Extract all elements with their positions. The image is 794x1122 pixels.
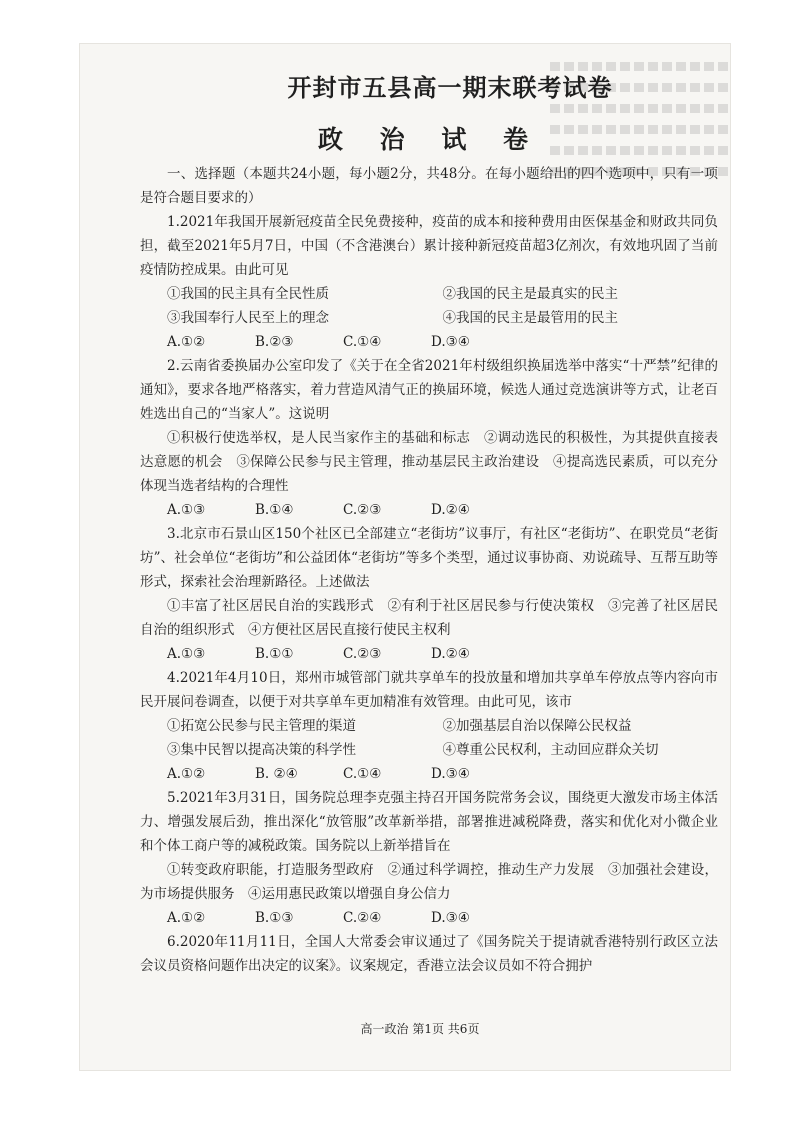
question-2-options: ①积极行使选举权，是人民当家作主的基础和标志 ②调动选民的积极性，为其提供直接表达意愿的机会 ③保障公民参与民主管理，推动基层民主政治建设 ④提高选民素质，可以充分体现当选者结构的合理性	[140, 430, 718, 494]
question-5-stem: 5.2021年3月31日，国务院总理李克强主持召开国务院常务会议，围绕更大激发市场主体活力、增强发展后劲，推出深化“放管服”改革新举措，部署推进减税降费，落实和优化对小微企业和个体工商户等的减税政策。国务院以上新举措旨在	[140, 790, 718, 854]
question-5-choices	[140, 906, 718, 930]
section-intro: 一、选择题（本题共24小题，每小题2分，共48分。在每小题给出的四个选项中，只有一项是符合题目要求的）	[140, 166, 718, 206]
question-1-options-row-2	[140, 306, 718, 330]
question-1-stem: 1.2021年我国开展新冠疫苗全民免费接种，疫苗的成本和接种费用由医保基金和财政共同负担，截至2021年5月7日，中国（不含港澳台）累计接种新冠疫苗超3亿剂次，有效地巩固了当前疫情防控成果。由此可见	[140, 214, 718, 278]
question-2-choice-d: D.②④	[431, 502, 470, 518]
question-1-choices	[140, 330, 718, 354]
question-4-choice-a: A.①②	[167, 766, 206, 782]
question-2-choice-a: A.①③	[167, 502, 206, 518]
question-5-choice-d: D.③④	[431, 910, 470, 926]
question-4-option-1: ①拓宽公民参与民主管理的渠道	[167, 718, 356, 734]
question-1-choice-d: D.③④	[431, 334, 470, 350]
question-4-option-4: ④尊重公民权利，主动回应群众关切	[442, 742, 659, 758]
question-1-option-4: ④我国的民主是最管用的民主	[442, 310, 618, 326]
question-4-options-row-1	[140, 714, 718, 738]
question-3-choice-d: D.②④	[431, 646, 470, 662]
question-5-choice-b: B.①③	[255, 910, 294, 926]
question-1-option-2: ②我国的民主是最真实的民主	[442, 286, 618, 302]
question-2-choice-c: C.②③	[343, 502, 382, 518]
question-5-options: ①转变政府职能，打造服务型政府 ②通过科学调控，推动生产力发展 ③加强社会建设，为市场提供服务 ④运用惠民政策以增强自身公信力	[140, 862, 718, 902]
question-3-choices	[140, 642, 718, 666]
question-1-option-1: ①我国的民主具有全民性质	[167, 286, 329, 302]
exam-page	[80, 44, 730, 1070]
question-3-choice-b: B.①①	[255, 646, 294, 662]
question-4-choice-b: B. ②④	[255, 766, 298, 782]
question-4-choices	[140, 762, 718, 786]
page-footer: 高一政治 第1页 共6页	[360, 1022, 480, 1036]
question-1-option-3: ③我国奉行人民至上的理念	[167, 310, 329, 326]
question-1-choice-b: B.②③	[255, 334, 294, 350]
question-3-choice-a: A.①③	[167, 646, 206, 662]
question-1-choice-c: C.①④	[343, 334, 382, 350]
question-4-options-row-2	[140, 738, 718, 762]
question-5-choice-a: A.①②	[167, 910, 206, 926]
question-4-choice-c: C.①④	[343, 766, 382, 782]
exam-body	[140, 162, 718, 978]
question-4-stem: 4.2021年4月10日，郑州市城管部门就共享单车的投放量和增加共享单车停放点等内容向市民开展问卷调查，以便于对共享单车更加精准有效管理。由此可见，该市	[140, 670, 718, 710]
question-6-stem: 6.2020年11月11日，全国人大常委会审议通过了《国务院关于提请就香港特别行政区立法会议员资格问题作出决定的议案》。议案规定，香港立法会议员如不符合拥护	[140, 934, 718, 974]
question-2-stem: 2.云南省委换届办公室印发了《关于在全省2021年村级组织换届选举中落实“十严禁”纪律的通知》，要求各地严格落实，着力营造风清气正的换届环境，候选人通过竞选演讲等方式，让老百姓选出自己的“当家人”。这说明	[140, 358, 718, 422]
question-2-choices	[140, 498, 718, 522]
question-5-choice-c: C.②④	[343, 910, 382, 926]
question-4-choice-d: D.③④	[431, 766, 470, 782]
question-4-option-3: ③集中民智以提高决策的科学性	[167, 742, 356, 758]
exam-title: 开封市五县高一期末联考试卷	[287, 73, 613, 102]
question-3-choice-c: C.②③	[343, 646, 382, 662]
question-1-choice-a: A.①②	[167, 334, 206, 350]
question-1-options-row-1	[140, 282, 718, 306]
question-4-option-2: ②加强基层自治以保障公民权益	[442, 718, 632, 734]
exam-subtitle: 政 治 试 卷	[317, 125, 543, 154]
question-3-options: ①丰富了社区居民自治的实践形式 ②有利于社区居民参与行使决策权 ③完善了社区居民自治的组织形式 ④方便社区居民直接行使民主权利	[140, 598, 718, 638]
question-3-stem: 3.北京市石景山区150个社区已全部建立“老街坊”议事厅，有社区“老街坊”、在职党员“老街坊”、社会单位“老街坊”和公益团体“老街坊”等多个类型，通过议事协商、劝说疏导、互帮互助等形式，探索社会治理新路径。上述做法	[140, 526, 718, 590]
question-2-choice-b: B.①④	[255, 502, 294, 518]
